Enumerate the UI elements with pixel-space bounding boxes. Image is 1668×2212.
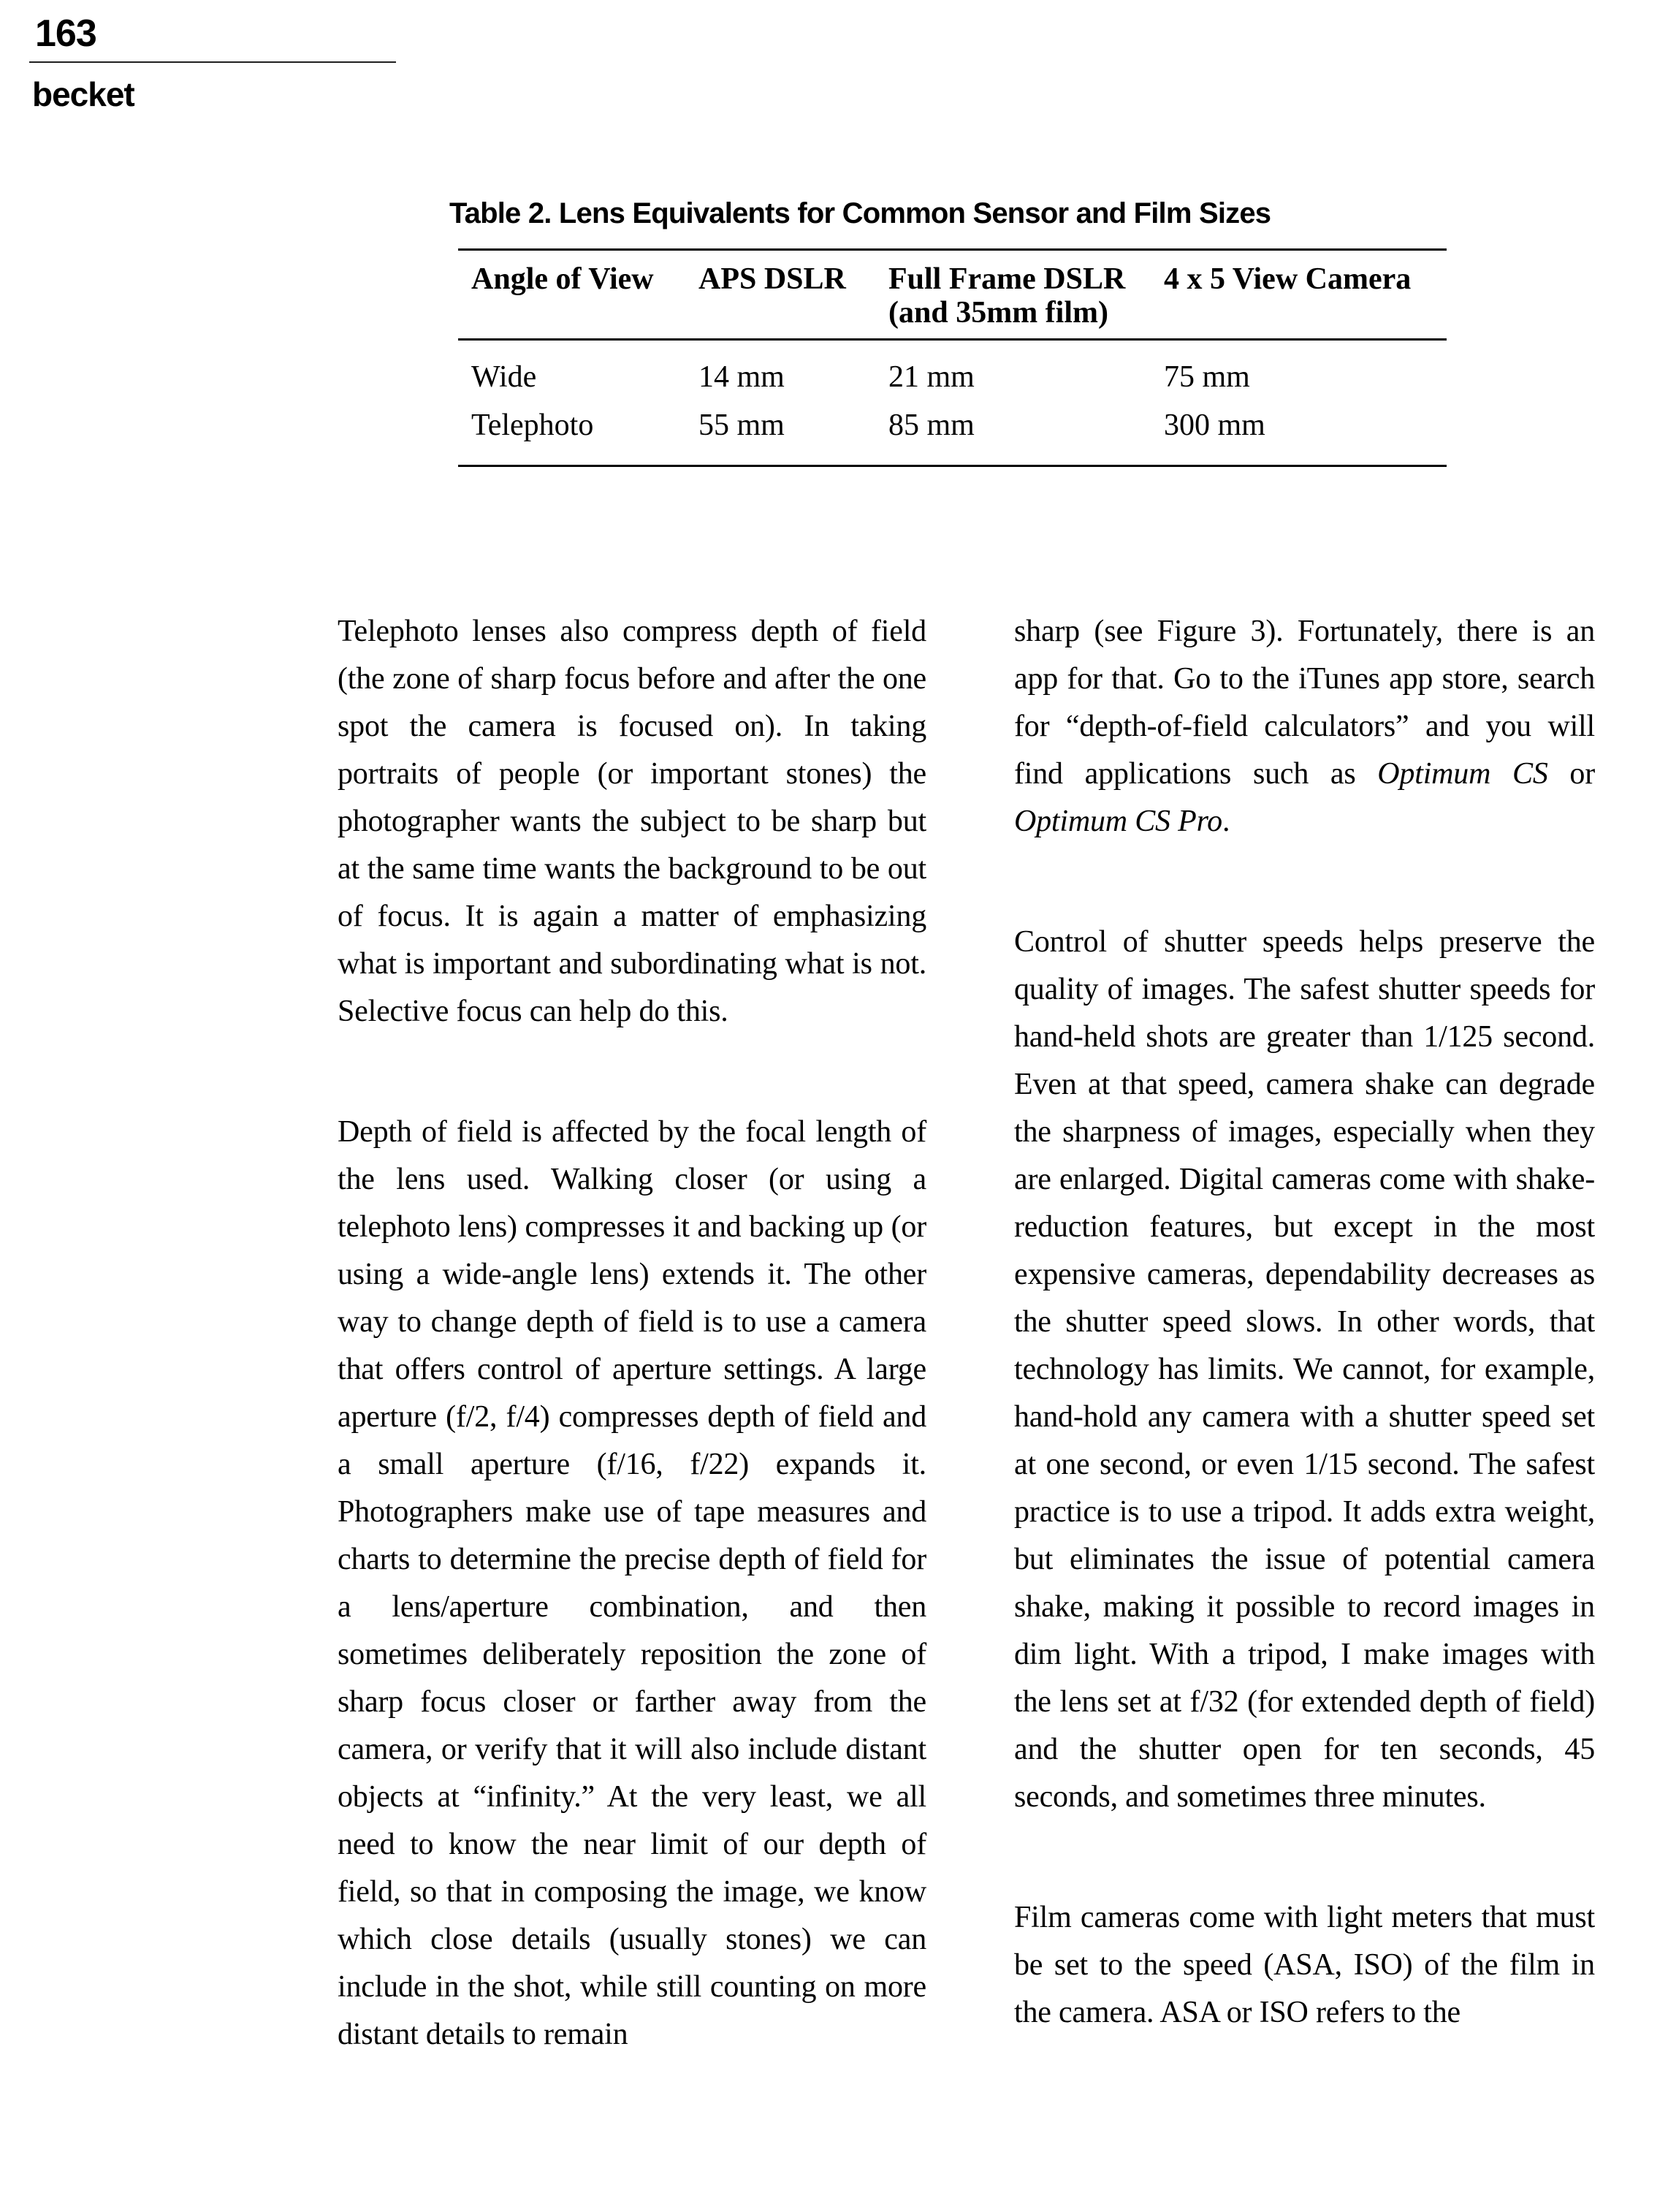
lens-table <box>458 248 1447 467</box>
left-column <box>338 608 926 2059</box>
cell-view-camera: 300 mm <box>1164 408 1265 442</box>
row-label: Wide <box>471 360 537 394</box>
table-row-telephoto <box>458 408 1447 443</box>
column-header-line: APS DSLR <box>698 262 846 296</box>
column-header-full-frame-dslr <box>888 262 1164 330</box>
page-number: 163 <box>35 12 96 55</box>
running-head: becket <box>32 75 134 113</box>
cell-aps-dslr: 55 mm <box>698 408 785 442</box>
table-body <box>458 341 1447 465</box>
cell-view-camera: 75 mm <box>1164 360 1250 394</box>
cell-aps-dslr: 14 mm <box>698 360 785 394</box>
paragraph: sharp (see Figure 3). Fortunately, there is an app for that. Go to the iTunes app store, search for “depth-of-field calculators” and you will find applications such as Optimum CS or Optimum CS Pro. <box>1014 615 1595 838</box>
table-row-wide <box>458 360 1447 395</box>
table-header-row <box>458 251 1447 341</box>
lens-table-section <box>449 196 1452 467</box>
cell-full-frame: 21 mm <box>888 360 975 394</box>
paragraph: Control of shutter speeds helps preserve the quality of images. The safest shutter speeds for hand-held shots are greater than 1/125 second. Even at that speed, camera shake can degrade the sharpness of images, especially when they are enlarged. Digital cameras come with shake-reduction features, but except in the most expensive cameras, dependability decreases as the shutter speed slows. In other words, that technology has limits. We cannot, for example, hand-hold any camera with a shutter speed set at one second, or even 1/15 second. The safest practice is to use a tripod. It adds extra weight, but eliminates the issue of potential camera shake, making it possible to record images in dim light. With a tripod, I make images with the lens set at f/32 (for extended depth of field) and the shutter open for ten seconds, 45 seconds, and sometimes three minutes. <box>1014 925 1595 1814</box>
cell-full-frame: 85 mm <box>888 408 975 442</box>
column-header-view-camera <box>1164 262 1447 330</box>
column-header-line: (and 35mm film) <box>888 296 1108 330</box>
table-title: Table 2. Lens Equivalents for Common Sensor and Film Sizes <box>449 197 1271 229</box>
column-header-line: Full Frame DSLR <box>888 262 1126 296</box>
paragraph: Film cameras come with light meters that must be set to the speed (ASA, ISO) of the film in the camera. ASA or ISO refers to the <box>1014 1901 1595 2029</box>
paragraph: Telephoto lenses also compress depth of field (the zone of sharp focus before and after the one spot the camera is focused on). In taking portraits of people (or important stones) the photographer wants the subject to be sharp but at the same time wants the background to be out of focus. It is again a matter of emphasizing what is important and subordinating what is not. Selective focus can help do this. <box>338 615 926 1028</box>
header-divider <box>29 61 396 63</box>
row-label: Telephoto <box>471 408 594 442</box>
column-header-line: 4 x 5 View Camera <box>1164 262 1412 296</box>
paragraph: Depth of field is affected by the focal length of the lens used. Walking closer (or using a telephoto lens) compresses it and backing up (or using a wide-angle lens) extends it. The other way to change depth of field is to use a camera that offers control of aperture settings. A large aperture (f/2, f/4) compresses depth of field and a small aperture (f/16, f/22) expands it. Photographers make use of tape measures and charts to determine the precise depth of field for a lens/aperture combination, and then sometimes deliberately reposition the zone of sharp focus closer or farther away from the camera, or verify that it will also include distant objects at “infinity.” At the very least, we all need to know the near limit of our depth of field, so that in composing the image, we know which close details (usually stones) we can include in the shot, while still counting on more distant details to remain <box>338 1115 926 2051</box>
right-column <box>1014 608 1595 2037</box>
column-header-angle-of-view <box>458 262 698 330</box>
column-header-line: Angle of View <box>471 262 654 296</box>
column-header-aps-dslr <box>698 262 888 330</box>
